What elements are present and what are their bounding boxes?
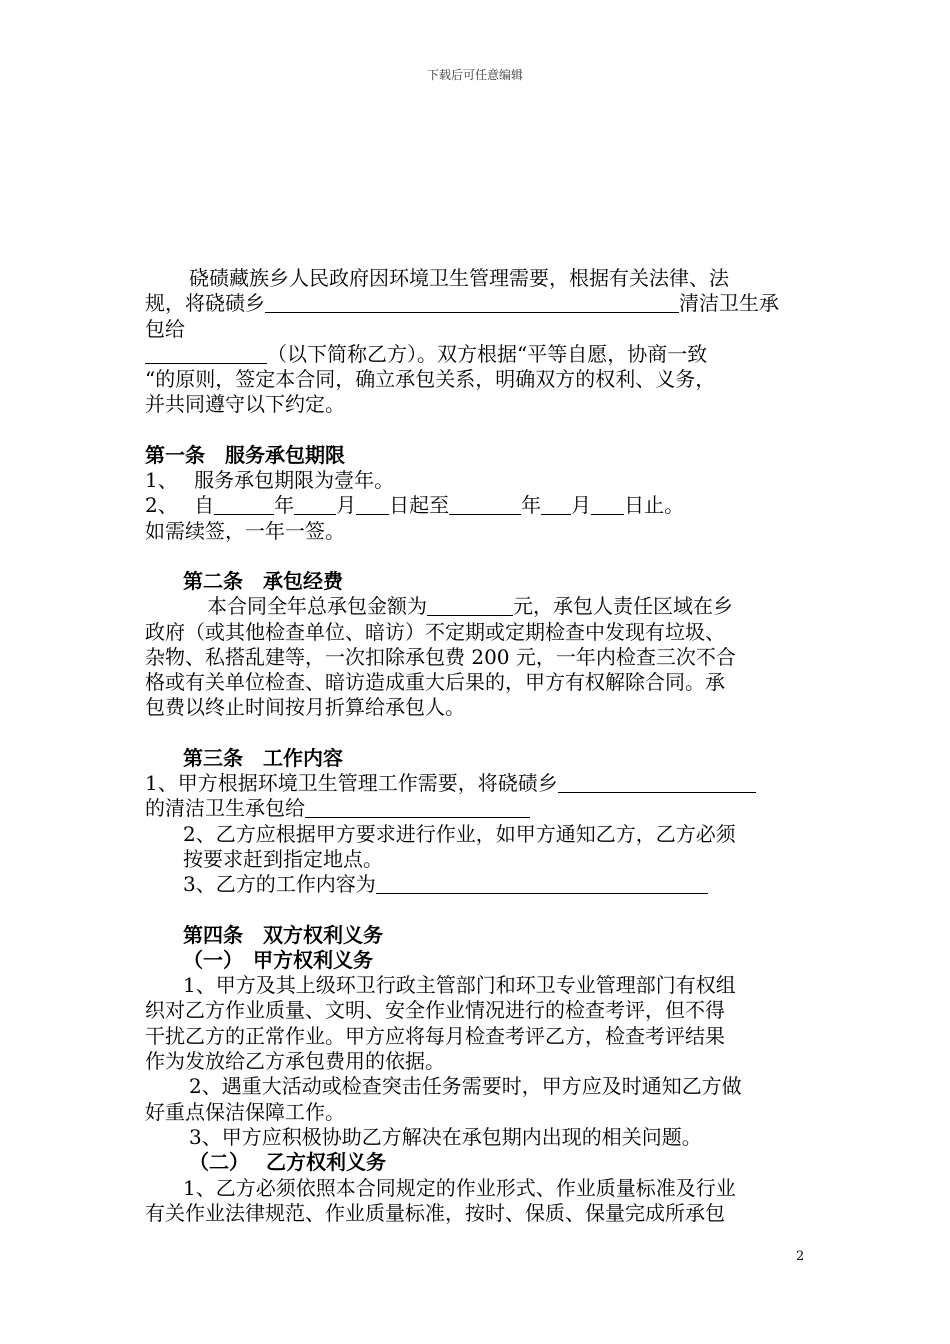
intro-line-5: “的原则，签定本合同，确立承包关系，明确双方的权利、义务，: [145, 367, 716, 392]
article-3-item-1: [145, 771, 810, 796]
article-4-q1a: 1、乙方必须依照本合同规定的作业形式、作业质量标准及行业: [183, 1175, 736, 1200]
article-3-title: 第三条 工作内容: [183, 745, 343, 770]
item-2-prefix: 2、 自: [145, 493, 215, 518]
article-4-p1a: 1、甲方及其上级环卫行政主管部门和环卫专业管理部门有权组: [183, 973, 736, 998]
article-1-renew: 如需续签，一年一签。: [145, 518, 345, 543]
end-label: 日止。: [624, 493, 685, 518]
intro-line-2: [145, 291, 810, 316]
article-2-line-2: 政府（或其他检查单位、暗访）不定期或定期检查中发现有垃圾、: [145, 619, 725, 644]
article-4-p3: 3、甲方应积极协助乙方解决在承包期内出现的相关问题。: [189, 1124, 702, 1149]
intro-line-1: 硗碛藏族乡人民政府因环境卫生管理需要，根据有关法律、法: [189, 266, 729, 290]
article-3-item-2: 2、乙方应根据甲方要求进行作业，如甲方通知乙方，乙方必须: [183, 821, 736, 846]
page-number: 2: [796, 1249, 805, 1264]
article-3-item-3: [145, 872, 810, 897]
article-3-item-1-text: 1、甲方根据环境卫生管理工作需要，将硗碛乡: [145, 771, 558, 796]
article-3-item-1b: [145, 796, 810, 821]
end-month-label: 月: [571, 493, 592, 518]
article-4-sub-1: [145, 948, 810, 973]
blank-start-month: [294, 494, 336, 515]
from-label: 日起至: [389, 493, 450, 518]
intro-line-4-text: （以下简称乙方）。双方根据“平等自愿，协商一致: [267, 341, 708, 366]
blank-amount: [427, 595, 513, 616]
sub-1-text: （一） 甲方权利义务: [183, 947, 373, 972]
blank-area-2: [558, 772, 756, 793]
article-3-item-3-text: 3、乙方的工作内容为: [183, 872, 376, 897]
article-4-p2a: 2、遇重大活动或检查突击任务需要时，甲方应及时通知乙方做: [189, 1074, 742, 1099]
end-year-label: 年: [521, 493, 542, 518]
article-4-p2b: 好重点保洁保障工作。: [145, 1099, 345, 1124]
blank-end-month: [541, 494, 571, 515]
blank-end-day: [591, 494, 624, 515]
page-header: 下载后可任意编辑: [426, 68, 523, 82]
article-2-line-5: 包费以终止时间按月折算给承包人。: [145, 695, 465, 720]
article-2-line-1: [145, 594, 810, 619]
article-2-line-4: 格或有关单位检查、暗访造成重大后果的，甲方有权解除合同。承: [145, 670, 725, 695]
intro-line-2-tail: 清洁卫生承: [679, 291, 779, 316]
month-label: 月: [336, 493, 357, 518]
intro-line-4: [145, 342, 810, 367]
article-1-item-2: [145, 493, 810, 518]
article-4-p1c: 干扰乙方的正常作业。甲方应将每月检查考评乙方，检查考评结果: [145, 1023, 725, 1048]
intro-line-3: 包给: [145, 316, 185, 341]
blank-work-content: [376, 873, 708, 894]
year-label: 年: [274, 493, 295, 518]
article-2-line-1-tail: 元，承包人责任区域在乡: [513, 594, 733, 619]
intro-line-6: 并共同遵守以下约定。: [145, 392, 345, 417]
article-4-p1d: 作为发放给乙方承包费用的依据。: [145, 1049, 445, 1074]
article-4-p1b: 织对乙方作业质量、文明、安全作业情况进行的检查考评，但不得: [145, 998, 725, 1023]
sub-2-text: （二） 乙方权利义务: [189, 1150, 386, 1175]
article-4-q1b: 有关作业法律规范、作业质量标准，按时、保质、保量完成所承包: [145, 1200, 725, 1225]
article-4-sub-2: [145, 1150, 810, 1175]
blank-contractor: [305, 797, 530, 818]
contract-body: [145, 266, 810, 1226]
intro-line-2-text: 规，将硗碛乡: [145, 291, 265, 316]
article-1-item-1: 1、 服务承包期限为壹年。: [145, 468, 395, 493]
blank-area: [265, 292, 679, 313]
article-2-title: 第二条 承包经费: [183, 568, 343, 593]
article-1-title: 第一条 服务承包期限: [145, 442, 345, 467]
article-2-line-1-text: 本合同全年总承包金额为: [207, 594, 427, 619]
article-2-line-3: 杂物、私搭乱建等，一次扣除承包费 200 元，一年内检查三次不合: [145, 644, 736, 669]
blank-start-day: [356, 494, 389, 515]
article-3-item-1b-text: 的清洁卫生承包给: [145, 796, 305, 821]
blank-start-year: [214, 494, 274, 515]
blank-end-year: [449, 494, 521, 515]
blank-party-b: [145, 343, 267, 364]
article-4-title: 第四条 双方权利义务: [183, 922, 383, 947]
article-3-item-2b: 按要求赶到指定地点。: [183, 846, 383, 871]
